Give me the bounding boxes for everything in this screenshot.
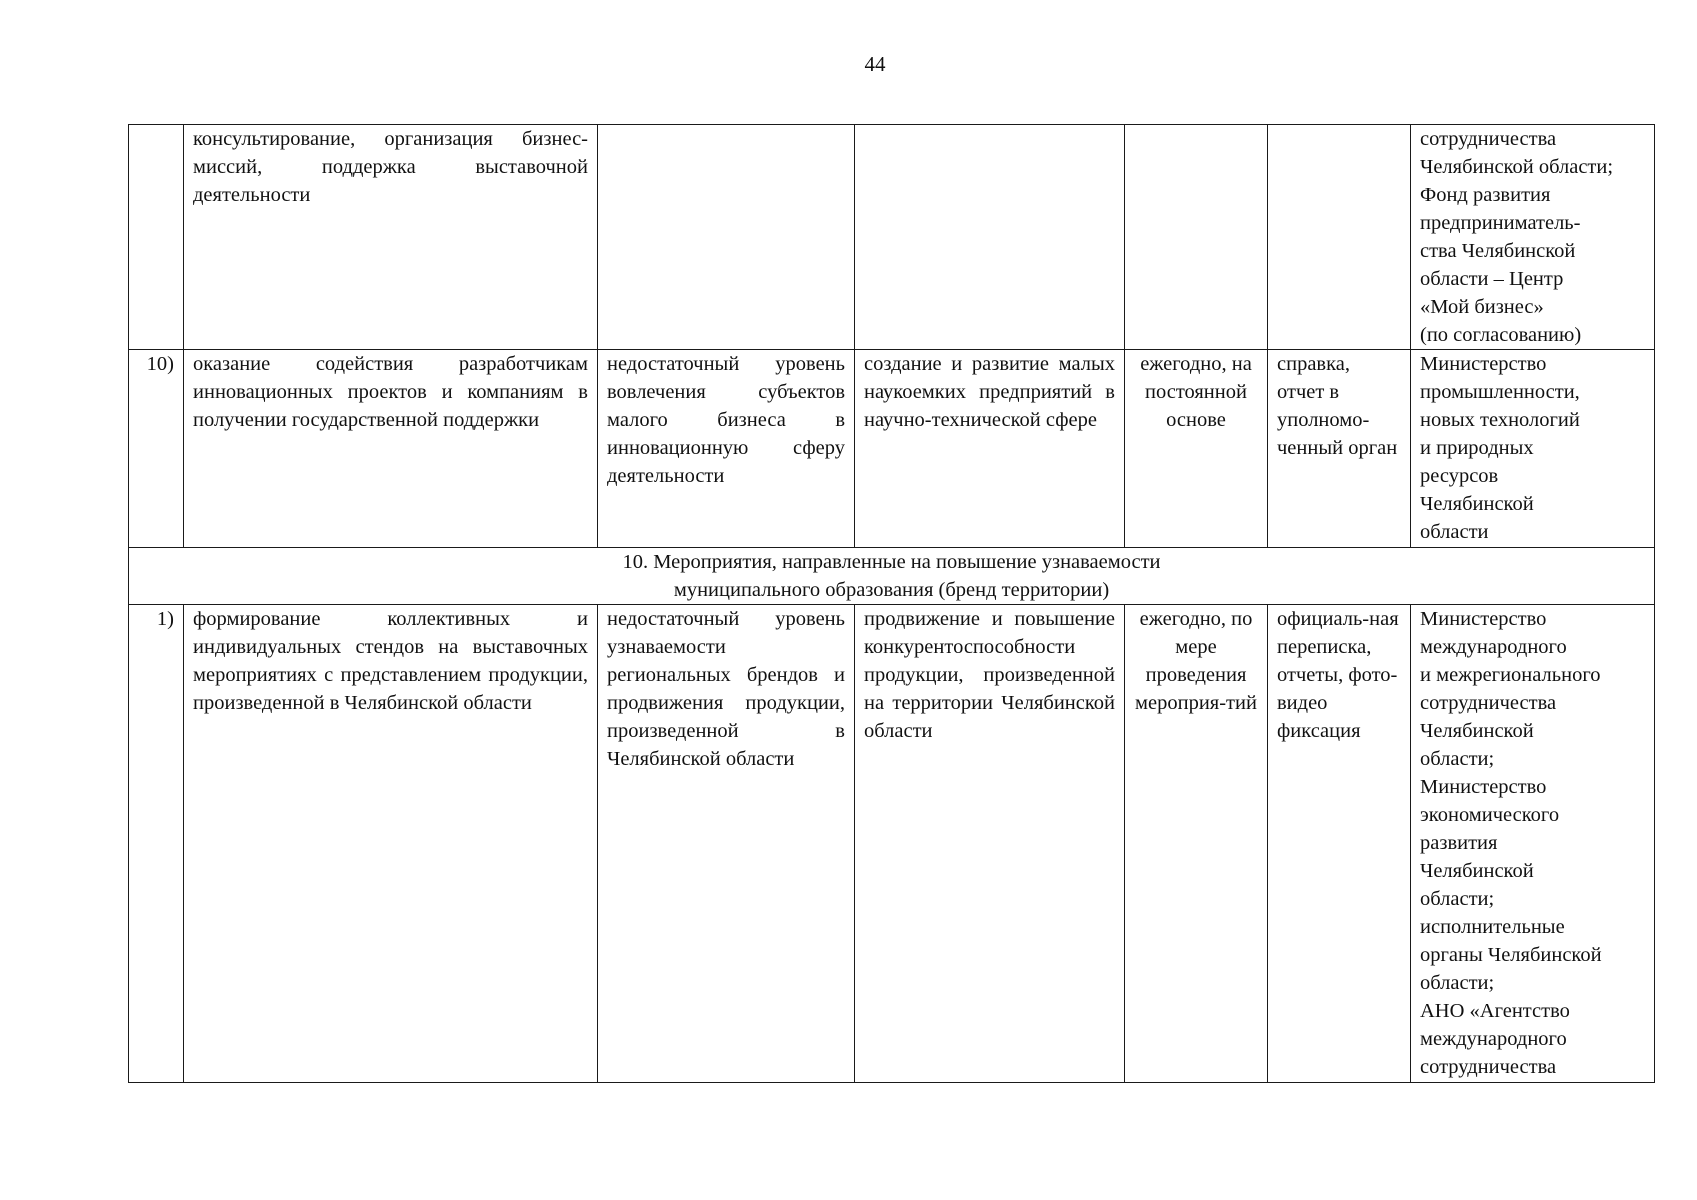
responsible-line: международного (1420, 636, 1567, 658)
result-cell: продвижение и повышение конкурентоспособности продукции, произведенной на территории Челябинской области (855, 605, 1125, 1083)
table-row (129, 605, 1655, 1083)
result-cell (855, 125, 1125, 350)
responsible-line: сотрудничества (1420, 128, 1557, 150)
responsible-line: Челябинской (1420, 860, 1534, 882)
result-cell: создание и развитие малых наукоемких предприятий в научно-технической сфере (855, 350, 1125, 548)
term-cell: ежегодно, по мере проведения мероприя-тий (1125, 605, 1268, 1083)
responsible-line: области (1420, 521, 1489, 543)
term-cell (1125, 125, 1268, 350)
responsible-line: Челябинской области; (1420, 156, 1614, 178)
term-cell: ежегодно, на постоянной основе (1125, 350, 1268, 548)
row-number: 10) (129, 350, 184, 548)
responsible-line: сотрудничества (1420, 1056, 1557, 1078)
responsible-cell (1411, 605, 1655, 1083)
responsible-line: органы Челябинской (1420, 944, 1602, 966)
responsible-line: предприниматель- (1420, 212, 1581, 234)
section-title-line: муниципального образования (бренд территории) (673, 579, 1110, 601)
responsible-cell (1411, 125, 1655, 350)
problem-cell: недостаточный уровень вовлечения субъектов малого бизнеса в инновационную сферу деятельности (598, 350, 855, 548)
responsible-line: Министерство (1420, 608, 1547, 630)
table-row (129, 350, 1655, 548)
responsible-line: (по согласованию) (1420, 324, 1582, 346)
responsible-line: Министерство (1420, 353, 1547, 375)
responsible-line: ресурсов (1420, 465, 1499, 487)
section-title (129, 548, 1655, 605)
responsible-line: и межрегионального (1420, 664, 1601, 686)
responsible-line: Фонд развития (1420, 184, 1551, 206)
page-number: 44 (864, 52, 886, 76)
section-title-line: 10. Мероприятия, направленные на повышение узнаваемости (622, 551, 1161, 573)
row-number: 1) (129, 605, 184, 1083)
responsible-line: области; (1420, 748, 1495, 770)
activity-cell: формирование коллективных и индивидуальных стендов на выставочных мероприятиях с представлением продукции, произведенной в Челябинской области (184, 605, 598, 1083)
responsible-line: области – Центр (1420, 268, 1564, 290)
responsible-line: и природных (1420, 437, 1534, 459)
report-cell: справка, отчет в уполномо-ченный орган (1268, 350, 1411, 548)
responsible-line: ства Челябинской (1420, 240, 1576, 262)
responsible-cell (1411, 350, 1655, 548)
problem-cell: недостаточный уровень узнаваемости региональных брендов и продвижения продукции, произведенной в Челябинской области (598, 605, 855, 1083)
responsible-line: экономического (1420, 804, 1560, 826)
responsible-line: сотрудничества (1420, 692, 1557, 714)
responsible-line: «Мой бизнес» (1420, 296, 1544, 318)
responsible-line: международного (1420, 1028, 1567, 1050)
problem-cell (598, 125, 855, 350)
section-header-row (129, 548, 1655, 605)
report-cell (1268, 125, 1411, 350)
responsible-line: Челябинской (1420, 493, 1534, 515)
activity-cell: оказание содействия разработчикам инновационных проектов и компаниям в получении государственной поддержки (184, 350, 598, 548)
table-row (129, 125, 1655, 350)
responsible-line: промышленности, (1420, 381, 1580, 403)
report-cell: официаль-ная переписка, отчеты, фото-видео фиксация (1268, 605, 1411, 1083)
responsible-line: Челябинской (1420, 720, 1534, 742)
responsible-line: новых технологий (1420, 409, 1580, 431)
responsible-line: области; (1420, 888, 1495, 910)
row-number (129, 125, 184, 350)
responsible-line: исполнительные (1420, 916, 1565, 938)
activity-cell: консультирование, организация бизнес-миссий, поддержка выставочной деятельности (184, 125, 598, 350)
responsible-line: области; (1420, 972, 1495, 994)
responsible-line: развития (1420, 832, 1498, 854)
responsible-line: Министерство (1420, 776, 1547, 798)
responsible-line: АНО «Агентство (1420, 1000, 1570, 1022)
activities-table (128, 124, 1655, 1083)
